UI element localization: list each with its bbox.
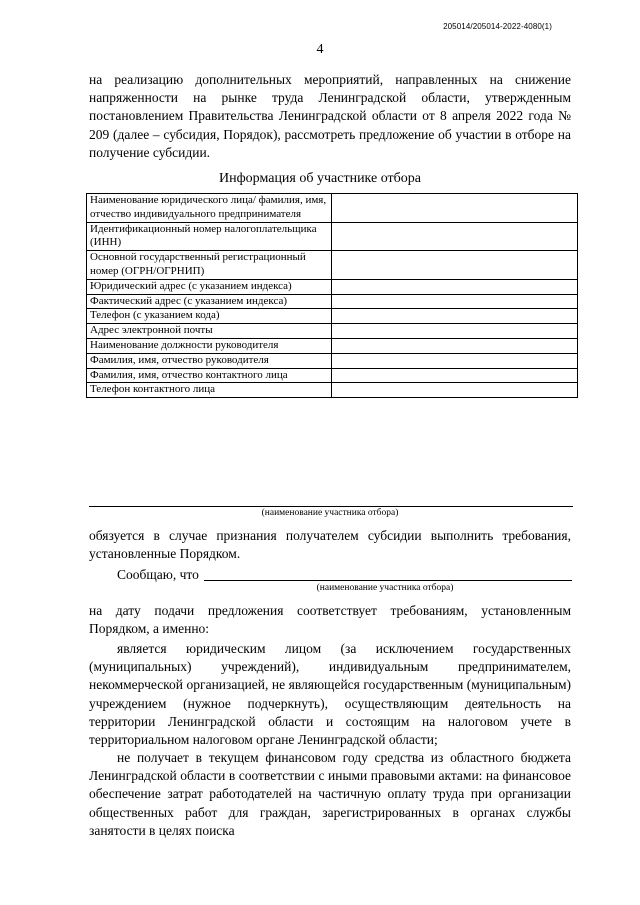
- participant-name-line[interactable]: [89, 506, 573, 507]
- report-participant-caption: (наименование участника отбора): [316, 583, 454, 593]
- intro-paragraph: на реализацию дополнительных мероприятий, направленных на снижение напряженности на рынке труда Ленинградской области, утвержденным постановлением Правительства Ленинградской области от 8 апреля 2022 года № 209 (далее – субсидия, Порядок), рассмотреть предложение об участии в отборе на получение субсидии.: [89, 72, 571, 160]
- row-value-field[interactable]: [332, 353, 578, 368]
- page-number: 4: [316, 42, 324, 57]
- requirement-1: является юридическим лицом (за исключением государственных (муниципальных) учреждений), индивидуальным предпринимателем, некоммерческой организацией, не являющейся государственным (муниципальным) учреждением (нужное подчеркнуть), осуществляющим деятельность на территории Ленинградской области и состоящим на налоговом учете в территориальном налоговом органе Ленинградской области;: [89, 641, 571, 748]
- table-row: [87, 338, 578, 353]
- report-participant-line[interactable]: [204, 580, 572, 581]
- table-row: [87, 194, 578, 223]
- table-row: [87, 279, 578, 294]
- requirement-2: не получает в текущем финансовом году средства из областного бюджета Ленинградской области в соответствии с иными правовыми актами: на финансовое обеспечение затрат работодателей на частичную оплату труда при организации общественных работ для граждан, зарегистрированных в органах службы занятости в целях поиска: [89, 750, 571, 838]
- table-row: [87, 309, 578, 324]
- row-label: Основной государственный регистрационный номер (ОГРН/ОГРНИП): [87, 251, 332, 280]
- table-row: [87, 294, 578, 309]
- table-row: [87, 324, 578, 339]
- table-row: [87, 353, 578, 368]
- participant-info-table: [86, 193, 578, 398]
- row-value-field[interactable]: [332, 309, 578, 324]
- table-row: [87, 251, 578, 280]
- row-label: Телефон (с указанием кода): [87, 309, 332, 324]
- compliance-paragraph: на дату подачи предложения соответствует требованиям, установленным Порядком, а именно:: [89, 603, 571, 637]
- row-label: Фамилия, имя, отчество руководителя: [87, 353, 332, 368]
- row-label: Идентификационный номер налогоплательщика (ИНН): [87, 222, 332, 251]
- row-label: Фактический адрес (с указанием индекса): [87, 294, 332, 309]
- obligation-paragraph: обязуется в случае признания получателем субсидии выполнить требования, установленные Порядком.: [89, 528, 571, 562]
- report-label: Сообщаю, что: [117, 567, 199, 582]
- row-value-field[interactable]: [332, 338, 578, 353]
- row-value-field[interactable]: [332, 383, 578, 398]
- row-label: Наименование юридического лица/ фамилия, имя, отчество индивидуального предпринимателя: [87, 194, 332, 223]
- participant-name-caption: (наименование участника отбора): [261, 508, 399, 518]
- row-label: Наименование должности руководителя: [87, 338, 332, 353]
- row-value-field[interactable]: [332, 324, 578, 339]
- table-title: Информация об участнике отбора: [219, 171, 421, 186]
- row-label: Фамилия, имя, отчество контактного лица: [87, 368, 332, 383]
- document-id: 205014/205014-2022-4080(1): [443, 22, 552, 31]
- row-value-field[interactable]: [332, 222, 578, 251]
- table-row: [87, 222, 578, 251]
- row-value-field[interactable]: [332, 294, 578, 309]
- table-row: [87, 383, 578, 398]
- table-row: [87, 368, 578, 383]
- row-label: Телефон контактного лица: [87, 383, 332, 398]
- row-label: Адрес электронной почты: [87, 324, 332, 339]
- row-label: Юридический адрес (с указанием индекса): [87, 279, 332, 294]
- row-value-field[interactable]: [332, 251, 578, 280]
- row-value-field[interactable]: [332, 368, 578, 383]
- row-value-field[interactable]: [332, 279, 578, 294]
- row-value-field[interactable]: [332, 194, 578, 223]
